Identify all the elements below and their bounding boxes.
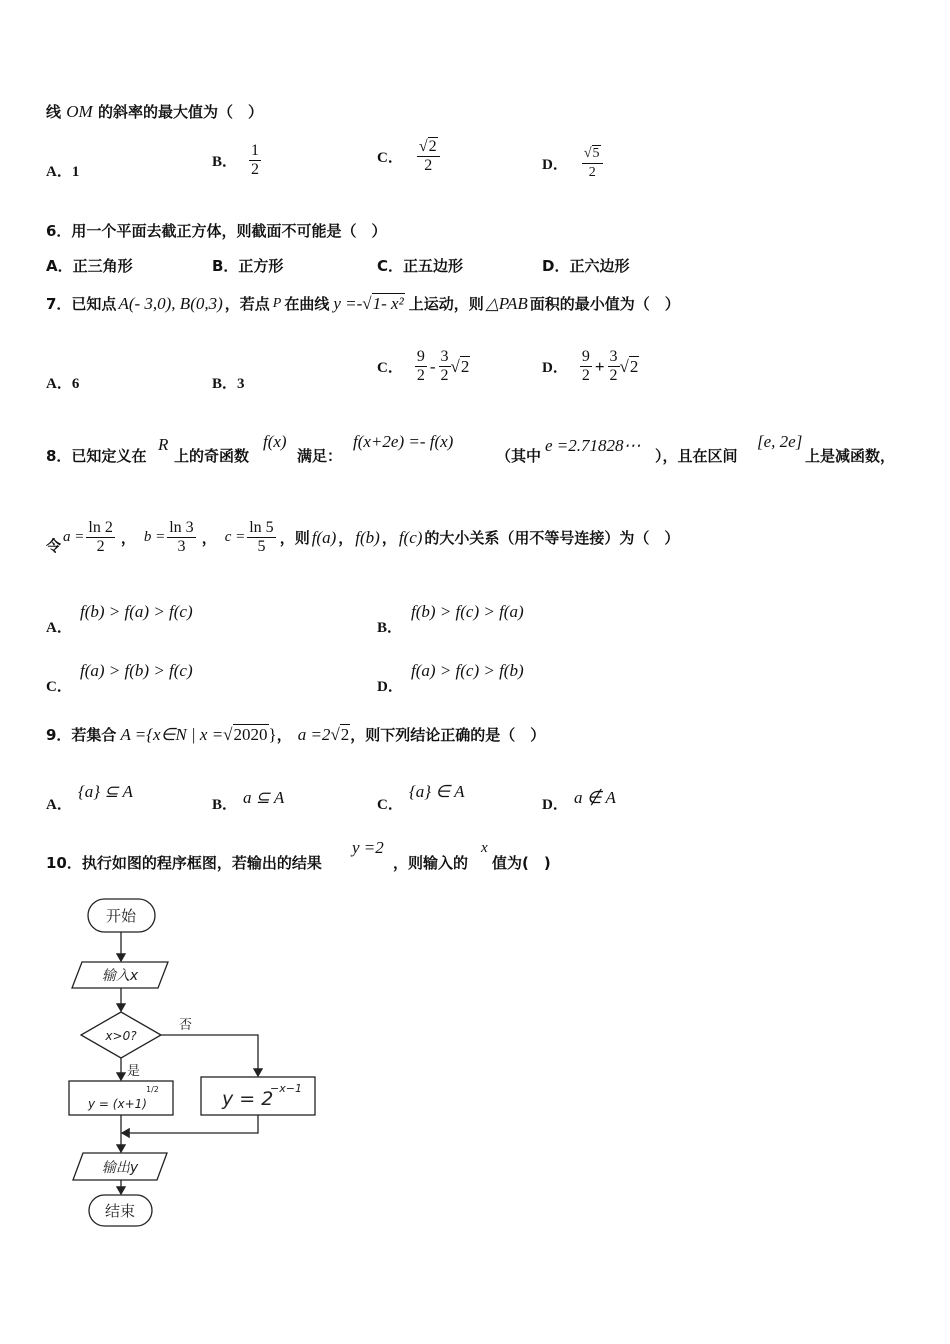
q9-option-c[interactable]: {a} ∈ A — [409, 782, 465, 801]
option-label: B． — [212, 154, 238, 170]
q7-triangle: △PAB — [485, 293, 528, 313]
comma: ， — [201, 529, 217, 547]
q8-text-7: ，则 — [279, 529, 310, 547]
option-label: A． — [46, 164, 72, 180]
comma: ， — [276, 726, 292, 744]
q8-option-a-label[interactable]: A． — [46, 620, 72, 636]
denominator: 2 — [416, 367, 425, 384]
q5-stem-suffix: 的斜率的最大值为（ ） — [97, 103, 263, 121]
q8-text-6: 上是减函数， — [805, 447, 896, 465]
q7-text-5: 面积的最小值为（ ） — [529, 295, 680, 313]
flow-left-formula: y = (x+1) — [88, 1097, 147, 1111]
flow-start-label: 开始 — [105, 907, 137, 925]
q8-c-lhs: c = — [224, 529, 246, 545]
option-label: C． — [377, 150, 403, 166]
flow-end-label: 结束 — [104, 1202, 136, 1220]
q10-text-3: 值为( ) — [492, 854, 551, 872]
q8-a-lhs: a = — [63, 529, 85, 545]
q6-option-a[interactable]: A．正三角形 — [46, 257, 133, 275]
numerator: ln 3 — [169, 519, 194, 536]
q9-option-d[interactable]: a ∉ A — [574, 788, 616, 807]
radicand: 2 — [629, 356, 639, 376]
q7-curve-sqrt: √1- x² — [362, 293, 404, 313]
q8-text-1: 8．已知定义在 — [46, 447, 147, 465]
q7-text-2: ，若点 — [224, 295, 270, 313]
q8-fb: f(b) — [355, 527, 380, 547]
option-value: 6 — [71, 376, 80, 392]
flow-right-exponent: −x−1 — [270, 1082, 302, 1095]
q8-option-d-label[interactable]: D． — [377, 679, 403, 695]
q7-text-3: 在曲线 — [284, 295, 330, 313]
q6-option-d[interactable]: D．正六边形 — [542, 257, 630, 275]
denominator: 2 — [440, 367, 449, 384]
q9-option-a-label[interactable]: A． — [46, 797, 72, 813]
sqrt: √2 — [450, 356, 470, 376]
numerator: 3 — [609, 348, 618, 365]
q8-option-c[interactable]: f(a) > f(b) > f(c) — [80, 661, 193, 680]
numerator: 9 — [581, 348, 590, 365]
q8-option-c-label[interactable]: C． — [46, 679, 72, 695]
comma: ， — [338, 529, 354, 547]
flow-cond-label: x>0? — [105, 1029, 137, 1043]
denominator: 2 — [424, 157, 433, 174]
q8-b-lhs: b = — [143, 529, 166, 545]
q10-text-2: ，则输入的 — [393, 854, 469, 872]
flow-no-label: 否 — [179, 1018, 193, 1033]
q9-sqrt: √2020 — [223, 724, 268, 744]
q8-text-2: 上的奇函数 — [174, 447, 250, 465]
arrow-no-branch — [161, 1035, 258, 1076]
q8-option-b[interactable]: f(b) > f(c) > f(a) — [411, 602, 524, 621]
option-label: A． — [46, 376, 72, 392]
q5-om: OM — [66, 102, 93, 121]
q8-option-d[interactable]: f(a) > f(c) > f(b) — [411, 661, 524, 680]
numerator: 3 — [440, 348, 449, 365]
numerator: √2 — [417, 138, 440, 157]
q8-fx: f(x) — [263, 432, 287, 451]
q6-option-b[interactable]: B．正方形 — [212, 257, 284, 275]
denominator: 5 — [257, 538, 266, 555]
q9-text-2: ，则下列结论正确的是（ ） — [350, 726, 546, 744]
q10-y: y =2 — [352, 838, 384, 857]
radicand: 2020 — [233, 724, 268, 744]
q8-equation: f(x+2e) =- f(x) — [353, 432, 454, 451]
option-value: 1 — [71, 164, 80, 180]
q7-point-p: P — [272, 295, 282, 311]
q8-interval: [e, 2e] — [757, 432, 803, 451]
numerator: √5 — [582, 145, 603, 164]
q8-text-5: ），且在区间 — [655, 447, 738, 465]
q9-a-sqrt: √2 — [330, 724, 350, 744]
flow-right-formula: y = 2 — [222, 1088, 274, 1110]
q10-text-1: 10．执行如图的程序框图，若输出的结果 — [46, 854, 322, 872]
comma: ， — [381, 529, 397, 547]
q9-option-a[interactable]: {a} ⊆ A — [78, 782, 133, 801]
q8-option-a[interactable]: f(b) > f(a) > f(c) — [80, 602, 193, 621]
radicand: 2 — [460, 356, 470, 376]
option-label: D． — [542, 360, 568, 376]
flow-yes-label: 是 — [127, 1064, 141, 1079]
flow-input-label: 输入x — [101, 968, 139, 984]
numerator: ln 5 — [249, 519, 274, 536]
q8-e-value: e =2.71828⋯ — [545, 436, 641, 455]
numerator: 1 — [251, 142, 260, 159]
q10-x: x — [481, 840, 488, 856]
numerator: 9 — [416, 348, 425, 365]
denominator: 2 — [251, 161, 260, 178]
denominator: 2 — [609, 367, 618, 384]
q8-r: R — [158, 435, 169, 454]
radicand: 1- x² — [372, 293, 404, 313]
radicand: 2 — [428, 138, 437, 155]
numerator: ln 2 — [88, 519, 113, 536]
radicand: 5 — [592, 146, 600, 161]
q9-text-1: 9．若集合 — [46, 726, 117, 744]
q9-option-b[interactable]: a ⊆ A — [243, 788, 285, 807]
arrow-right-merge — [122, 1115, 258, 1133]
q9-set: A ={x∈N | x = — [120, 724, 224, 744]
radicand: 2 — [340, 724, 350, 744]
denominator: 2 — [581, 367, 590, 384]
q8-fc: f(c) — [398, 527, 423, 547]
q6-stem: 6．用一个平面去截正方体，则截面不可能是（ ） — [46, 222, 387, 240]
q9-option-d-label[interactable]: D． — [542, 797, 568, 813]
comma: ， — [120, 529, 136, 547]
option-label: C． — [377, 360, 403, 376]
q7-curve-lhs: y =- — [333, 293, 363, 313]
q8-text-8: 的大小关系（用不等号连接）为（ ） — [424, 529, 680, 547]
q9-option-c-label[interactable]: C． — [377, 797, 403, 813]
denominator: 3 — [177, 538, 186, 555]
denominator: 2 — [588, 165, 596, 180]
q7-points: A(- 3,0), B(0,3) — [118, 293, 223, 313]
flow-left-exponent: 1/2 — [146, 1085, 159, 1094]
q6-option-c[interactable]: C．正五边形 — [377, 257, 464, 275]
option-label: D． — [542, 157, 568, 173]
q9-a-def: a =2 — [297, 724, 331, 744]
q9-set-end: } — [268, 724, 277, 744]
option-label: B． — [212, 376, 238, 392]
q8-option-b-label[interactable]: B． — [377, 620, 403, 636]
flow-output-label: 输出y — [101, 1160, 139, 1176]
q5-stem-prefix: 线 — [46, 103, 62, 121]
q7-text-4: 上运动，则 — [408, 295, 484, 313]
denominator: 2 — [96, 538, 105, 555]
q9-option-b-label[interactable]: B． — [212, 797, 238, 813]
q8-text-3: 满足： — [297, 447, 343, 465]
q8-text-4: （其中 — [496, 447, 542, 465]
sqrt: √2 — [619, 356, 639, 376]
option-value: 3 — [237, 376, 245, 392]
q8-ling: 令 — [46, 537, 62, 555]
operator: - — [429, 356, 436, 376]
q8-fa: f(a) — [311, 527, 337, 547]
q7-text-1: 7．已知点 — [46, 295, 117, 313]
operator: + — [594, 356, 605, 376]
